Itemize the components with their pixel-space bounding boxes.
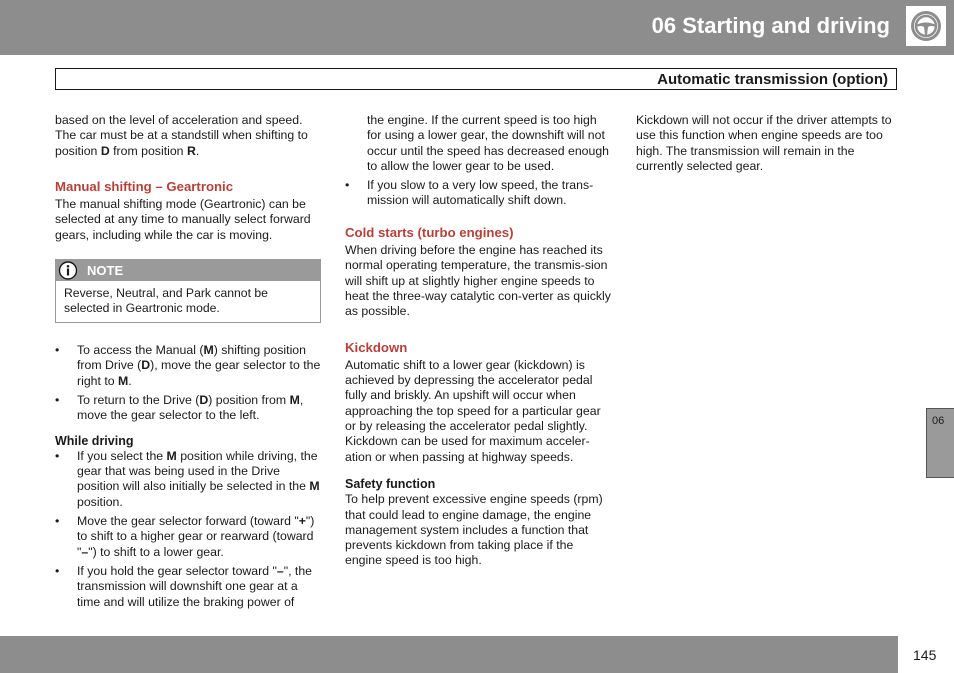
intro-line: based on the level of acceleration and speed.: [55, 113, 303, 127]
text: , move the gear selector to the left.: [77, 392, 304, 423]
side-tab-label: 06: [932, 415, 945, 427]
gear-d: D: [100, 143, 110, 158]
list-item: [55, 514, 321, 560]
gear-label: +: [298, 514, 306, 529]
note-box: [55, 259, 321, 323]
text: To access the Manual (: [77, 343, 204, 358]
while-driving-heading: While driving: [55, 433, 134, 448]
list-item: [345, 178, 613, 209]
text: Move the gear selector forward (toward ": [77, 514, 299, 529]
text: ") to shift to a lower gear.: [88, 544, 224, 559]
intro-paragraph: [55, 113, 321, 159]
column-3: [636, 113, 900, 174]
safety-function-text: To help prevent excessive engine speeds (rpm) that could lead to engine damage, the engine management system includes a function that prevents kickdown from taking place if the engine speed is too high.: [345, 492, 603, 568]
kickdown-heading: Kickdown: [345, 339, 408, 355]
gear-label: M: [166, 448, 177, 463]
safety-function-heading: Safety function: [345, 476, 436, 491]
text: ) position from: [208, 392, 290, 407]
bullet: •: [345, 178, 350, 193]
chapter-icon-box: [906, 6, 946, 46]
steering-wheel-icon: [910, 10, 942, 42]
manual-shifting-text: The manual shifting mode (Geartronic) can be selected at any time to manually select forward gears, including while the car is moving.: [55, 197, 311, 242]
cold-starts-text: When driving before the engine has reached its normal operating temperature, the transmis-sion will shift up at slightly higher engine speeds to heat the three-way catalytic con-verter as quickly as possible.: [345, 243, 611, 319]
kickdown-limit-text: Kickdown will not occur if the driver attempts to use this function when engine speeds are too high. The transmission will remain in the currently selected gear.: [636, 113, 892, 173]
while-driving-bullets: [55, 449, 321, 610]
list-item: [55, 393, 321, 424]
bullet: •: [55, 563, 60, 578]
manual-bullets: [55, 343, 321, 423]
text: ), move the gear selector to the right to: [77, 358, 321, 388]
column-1: [55, 113, 321, 614]
chapter-title: 06 Starting and driving: [651, 13, 890, 38]
intro-text: from position: [109, 143, 187, 158]
note-header: [56, 260, 320, 281]
slow-bullets: [345, 178, 613, 209]
text: If you slow to a very low speed, the trans-mission will automatically shift down.: [367, 178, 594, 208]
text: position while driving, the gear that was being used in the Drive position will also initially be selected in the: [77, 448, 318, 494]
footer-bar: [0, 636, 954, 673]
chapter-side-tab: [926, 408, 954, 478]
gear-label: –: [276, 563, 284, 578]
continued-text: the engine. If the current speed is too high for using a lower gear, the downshift will not occur until the speed has decreased enough to allow the lower gear to be used.: [367, 113, 610, 173]
list-item: [55, 449, 321, 510]
manual-shifting-heading: Manual shifting – Geartronic: [55, 178, 234, 194]
section-title: Automatic transmission (option): [657, 71, 888, 88]
text: If you hold the gear selector toward ": [77, 563, 277, 578]
gear-label: M: [118, 373, 129, 388]
text: ", the transmission will downshift one gear at a time and will utilize the braking power of: [77, 563, 313, 609]
gear-label: D: [141, 358, 151, 373]
text: If you select the: [77, 448, 167, 463]
gear-label: D: [199, 392, 209, 407]
note-text: Reverse, Neutral, and Park cannot be selected in Geartronic mode.: [64, 286, 268, 315]
gear-r: R: [186, 143, 196, 158]
section-header: [55, 68, 897, 90]
gear-label: M: [309, 479, 320, 494]
gear-label: M: [203, 343, 214, 358]
list-item: [55, 343, 321, 389]
bullet: •: [55, 448, 60, 463]
intro-text: .: [195, 143, 200, 158]
bullet: •: [55, 514, 60, 529]
column-2: [345, 113, 613, 569]
kickdown-text: Automatic shift to a lower gear (kickdown) is achieved by depressing the accelerator pedal fully and briskly. An upshift will occur when approaching the top speed for a particular gear or by releasing the accelerator pedal slightly. Kickdown can be used for maximum acceler-ation or when passing at highway speeds.: [345, 357, 601, 464]
cold-starts-heading: Cold starts (turbo engines): [345, 224, 514, 240]
text: .: [128, 373, 132, 388]
text: To return to the Drive (: [77, 392, 200, 407]
page-number: 145: [913, 647, 937, 663]
gear-label: –: [81, 544, 89, 559]
list-item: [55, 564, 321, 610]
text: position.: [77, 494, 123, 509]
intro-line: The car must be at a standstill when shifting to: [55, 128, 308, 143]
bullet: •: [55, 343, 60, 358]
bullet: •: [55, 392, 60, 407]
text: ) shifting position from Drive (: [77, 343, 306, 373]
note-label: NOTE: [87, 263, 124, 279]
info-icon: [57, 260, 79, 281]
intro-text: position: [55, 143, 101, 158]
gear-label: M: [289, 392, 300, 407]
text: ") to shift to a higher gear or rearward (toward ": [77, 514, 315, 559]
